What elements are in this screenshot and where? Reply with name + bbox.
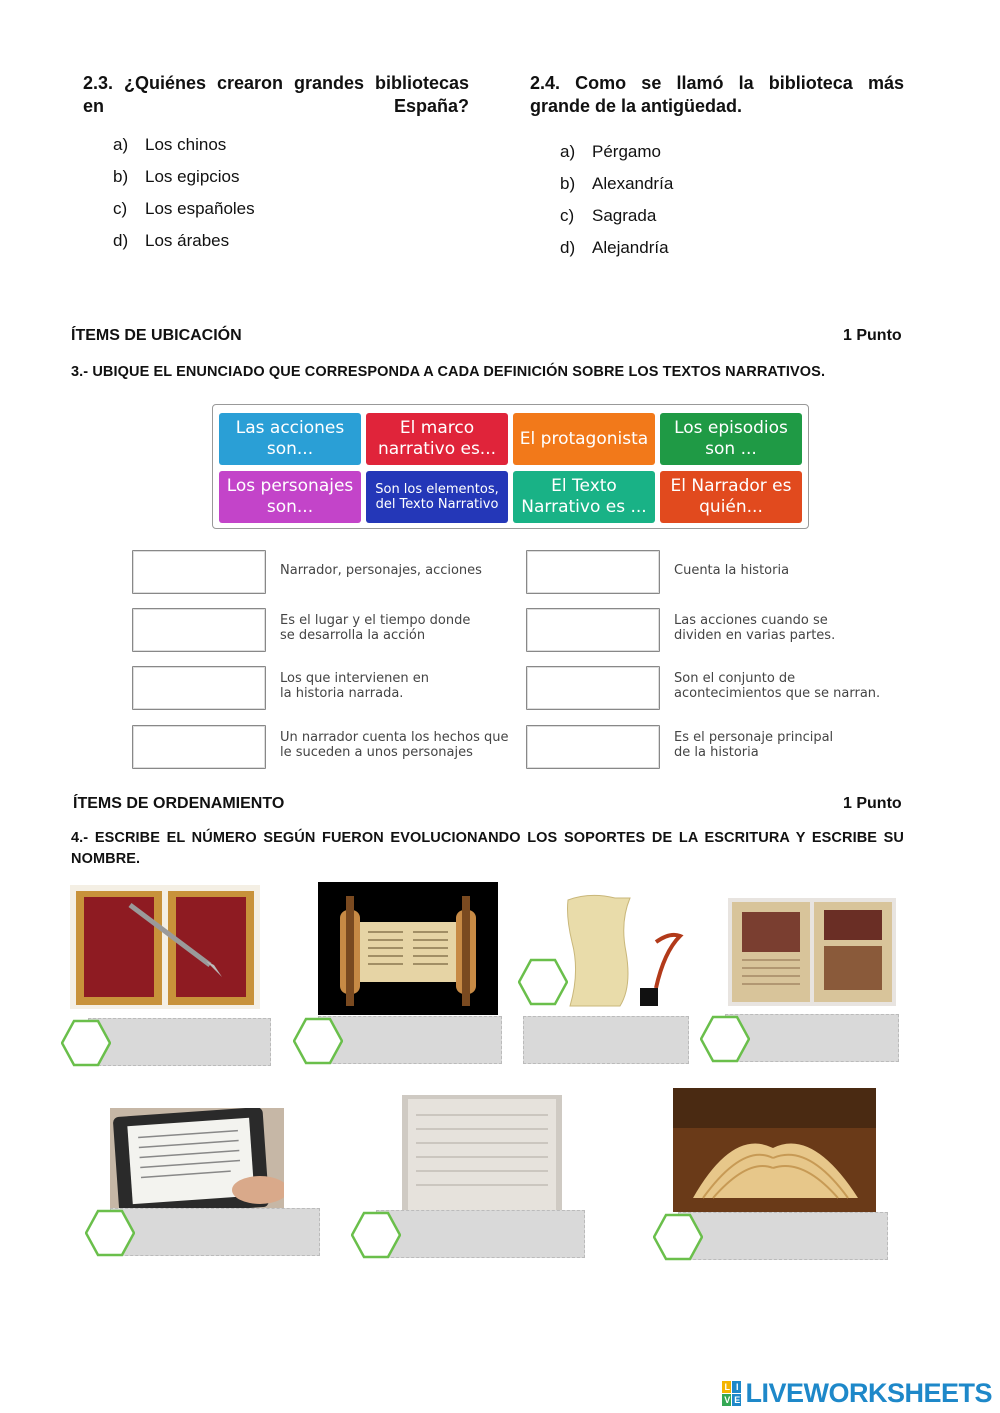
number-hexagon-input[interactable] <box>518 957 568 1007</box>
drag-tile[interactable]: Las acciones son... <box>219 413 361 465</box>
drag-tile[interactable]: Los personajes son... <box>219 471 361 523</box>
option[interactable]: d) Alejandría <box>560 238 669 257</box>
answer-input[interactable] <box>110 1208 320 1256</box>
drag-tile[interactable]: El Narrador es quién... <box>660 471 802 523</box>
definition-text: Es el personaje principal de la historia <box>674 730 834 760</box>
number-hexagon-input[interactable] <box>700 1014 750 1064</box>
drag-tile[interactable]: Los episodios son ... <box>660 413 802 465</box>
drag-tile[interactable]: El marco narrativo es... <box>366 413 508 465</box>
answer-input[interactable] <box>725 1014 899 1062</box>
drop-box[interactable] <box>526 550 660 594</box>
section-4-points: 1 Punto <box>843 795 902 812</box>
number-hexagon-input[interactable] <box>351 1210 401 1260</box>
question-2-4-options <box>560 142 673 270</box>
option[interactable]: d) Los árabes <box>113 231 230 250</box>
definition-text: Un narrador cuenta los hechos que le suceden a unos personajes <box>280 730 509 760</box>
option[interactable]: a) Pérgamo <box>560 142 661 161</box>
number-hexagon-input[interactable] <box>61 1018 111 1068</box>
answer-input[interactable] <box>318 1016 502 1064</box>
number-hexagon-input[interactable] <box>293 1016 343 1066</box>
wax-tablet-image <box>70 885 260 1009</box>
answer-input[interactable] <box>523 1016 689 1064</box>
number-hexagon-input[interactable] <box>653 1212 703 1262</box>
drop-box[interactable] <box>526 725 660 769</box>
papyrus-scroll-image <box>318 882 498 1015</box>
drag-tile[interactable]: El Texto Narrativo es ... <box>513 471 655 523</box>
tile-bank <box>212 404 809 529</box>
parchment-image <box>560 892 684 1010</box>
section-3-heading: ÍTEMS DE UBICACIÓN <box>71 327 242 344</box>
section-4-heading: ÍTEMS DE ORDENAMIENTO <box>73 795 285 812</box>
drop-box[interactable] <box>526 666 660 710</box>
ebook-reader-image <box>110 1108 284 1212</box>
drop-box[interactable] <box>132 608 266 652</box>
definition-text: Narrador, personajes, acciones <box>280 563 482 578</box>
option[interactable]: b) Los egipcios <box>113 167 240 186</box>
drop-box[interactable] <box>526 608 660 652</box>
drag-tile[interactable]: El protagonista <box>513 413 655 465</box>
brand-name: LIVEWORKSHEETS <box>745 1378 992 1408</box>
section-4-instruction: 4.- ESCRIBE EL NÚMERO SEGÚN FUERON EVOLUCIONANDO LOS SOPORTES DE LA ESCRITURA Y ESCRIBE SU NOMBRE. <box>71 830 904 867</box>
answer-input[interactable] <box>88 1018 271 1066</box>
question-2-3-options <box>113 135 255 263</box>
drop-box[interactable] <box>132 725 266 769</box>
section-3-points: 1 Punto <box>843 327 902 344</box>
question-2-4-title: 2.4. Como se llamó la biblioteca más grande de la antigüedad. <box>530 73 904 116</box>
definition-text: Es el lugar y el tiempo donde se desarrolla la acción <box>280 613 471 643</box>
liveworksheets-logo[interactable] <box>722 1378 992 1409</box>
printed-book-image <box>673 1088 876 1212</box>
option[interactable]: a) Los chinos <box>113 135 227 154</box>
drag-tile[interactable]: Son los elementos, del Texto Narrativo <box>366 471 508 523</box>
definition-text: Los que intervienen en la historia narrada. <box>280 671 429 701</box>
section-3-instruction: 3.- UBIQUE EL ENUNCIADO QUE CORRESPONDA A CADA DEFINICIÓN SOBRE LOS TEXTOS NARRATIVOS. <box>71 364 826 380</box>
definition-text: Son el conjunto de acontecimientos que se narran. <box>674 671 881 701</box>
drop-box[interactable] <box>132 550 266 594</box>
codex-image <box>728 898 896 1006</box>
stone-tablet-image <box>402 1095 562 1215</box>
definition-text: Las acciones cuando se dividen en varias partes. <box>674 613 836 643</box>
drop-box[interactable] <box>132 666 266 710</box>
option[interactable]: c) Sagrada <box>560 206 657 225</box>
answer-input[interactable] <box>678 1212 888 1260</box>
question-2-3-title: 2.3. ¿Quiénes crearon grandes bibliotecas en España? <box>83 73 469 116</box>
option[interactable]: b) Alexandría <box>560 174 674 193</box>
number-hexagon-input[interactable] <box>85 1208 135 1258</box>
option[interactable]: c) Los españoles <box>113 199 255 218</box>
answer-input[interactable] <box>376 1210 585 1258</box>
definition-text: Cuenta la historia <box>674 563 790 578</box>
live-badge-icon: L I V E <box>724 1382 740 1405</box>
